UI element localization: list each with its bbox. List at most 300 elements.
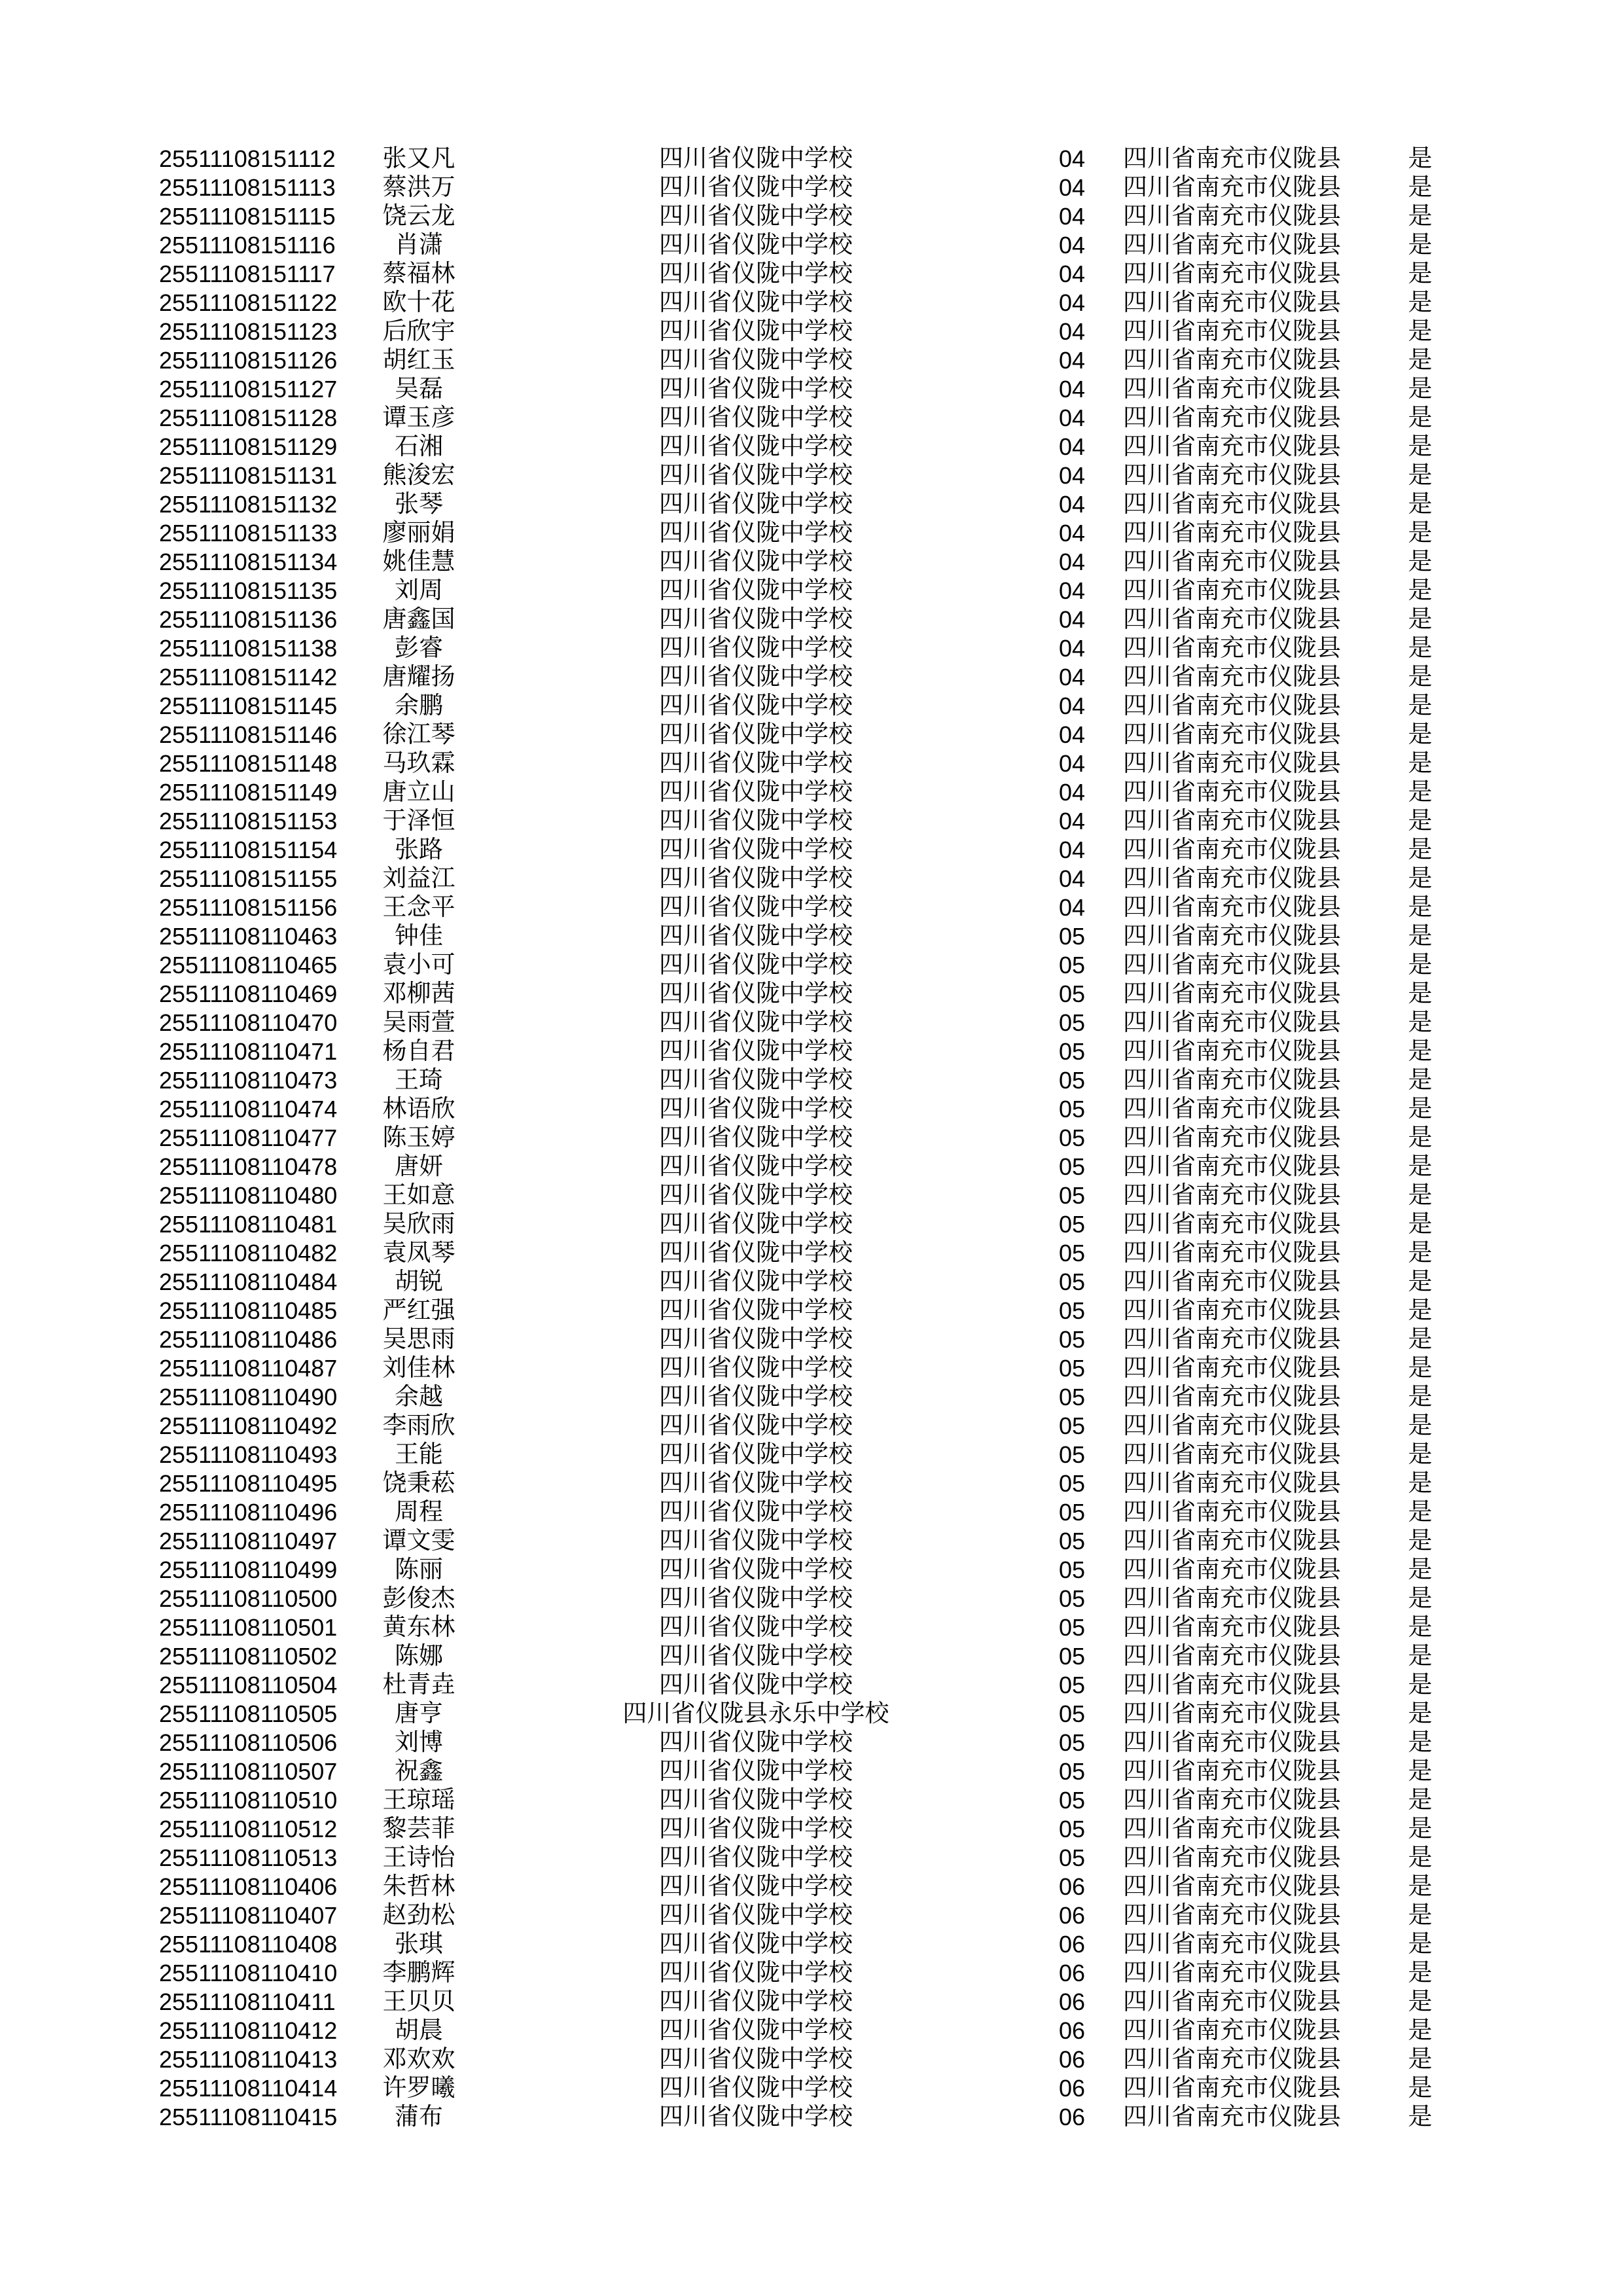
- confirm-flag-cell: 是: [1408, 1729, 1433, 1756]
- table-row: [159, 519, 1501, 548]
- table-row: [159, 1239, 1501, 1268]
- table-row: [159, 1786, 1501, 1815]
- student-name-cell: 祝鑫: [395, 1758, 443, 1785]
- student-name-cell: 马玖霖: [382, 750, 455, 777]
- student-name-cell: 饶云龙: [382, 203, 455, 230]
- district-cell: 四川省南充市仪陇县: [1123, 1873, 1341, 1900]
- table-row: [159, 1527, 1501, 1556]
- student-name-cell: 余越: [395, 1384, 443, 1410]
- district-cell: 四川省南充市仪陇县: [1123, 1412, 1341, 1439]
- district-cell: 四川省南充市仪陇县: [1123, 1096, 1341, 1122]
- exam-number-cell: 25511108151128: [159, 404, 338, 431]
- class-code-cell: 05: [1058, 1153, 1086, 1180]
- class-code-cell: 05: [1058, 1556, 1086, 1583]
- school-name-cell: 四川省仪陇中学校: [659, 520, 853, 547]
- student-name-cell: 王诗怡: [382, 1844, 455, 1871]
- exam-number-cell: 25511108151123: [159, 318, 338, 345]
- class-code-cell: 04: [1058, 520, 1086, 547]
- student-name-cell: 王贝贝: [382, 1988, 455, 2015]
- exam-number-cell: 25511108110406: [159, 1873, 338, 1900]
- school-name-cell: 四川省仪陇中学校: [659, 1326, 853, 1353]
- confirm-flag-cell: 是: [1408, 2104, 1433, 2130]
- table-row: [159, 1325, 1501, 1354]
- confirm-flag-cell: 是: [1408, 1643, 1433, 1670]
- student-name-cell: 杨自君: [382, 1038, 455, 1065]
- confirm-flag-cell: 是: [1408, 1153, 1433, 1180]
- school-name-cell: 四川省仪陇中学校: [659, 1240, 853, 1266]
- confirm-flag-cell: 是: [1408, 1528, 1433, 1554]
- table-row: [159, 1441, 1501, 1469]
- confirm-flag-cell: 是: [1408, 808, 1433, 834]
- school-name-cell: 四川省仪陇中学校: [659, 260, 853, 287]
- school-name-cell: 四川省仪陇中学校: [659, 289, 853, 316]
- confirm-flag-cell: 是: [1408, 2075, 1433, 2102]
- school-name-cell: 四川省仪陇中学校: [659, 491, 853, 518]
- exam-number-cell: 25511108110501: [159, 1614, 338, 1641]
- district-cell: 四川省南充市仪陇县: [1123, 462, 1341, 489]
- school-name-cell: 四川省仪陇中学校: [659, 1009, 853, 1036]
- district-cell: 四川省南充市仪陇县: [1123, 577, 1341, 604]
- table-row: [159, 1469, 1501, 1498]
- exam-number-cell: 25511108110482: [159, 1240, 338, 1266]
- exam-number-cell: 25511108110490: [159, 1384, 338, 1410]
- exam-number-cell: 25511108110513: [159, 1844, 338, 1871]
- exam-number-cell: 25511108151155: [159, 865, 338, 892]
- school-name-cell: 四川省仪陇中学校: [659, 1902, 853, 1929]
- school-name-cell: 四川省仪陇中学校: [659, 376, 853, 403]
- class-code-cell: 05: [1058, 1470, 1086, 1497]
- school-name-cell: 四川省仪陇中学校: [659, 1729, 853, 1756]
- table-row: [159, 836, 1501, 865]
- confirm-flag-cell: 是: [1408, 779, 1433, 806]
- exam-number-cell: 25511108110415: [159, 2104, 338, 2130]
- student-name-cell: 许罗曦: [382, 2075, 455, 2102]
- district-cell: 四川省南充市仪陇县: [1123, 2075, 1341, 2102]
- district-cell: 四川省南充市仪陇县: [1123, 1700, 1341, 1727]
- exam-number-cell: 25511108151148: [159, 750, 338, 777]
- confirm-flag-cell: 是: [1408, 1355, 1433, 1382]
- table-row: [159, 721, 1501, 749]
- district-cell: 四川省南充市仪陇县: [1123, 1211, 1341, 1238]
- confirm-flag-cell: 是: [1408, 1960, 1433, 1986]
- table-row: [159, 1354, 1501, 1383]
- confirm-flag-cell: 是: [1408, 260, 1433, 287]
- class-code-cell: 05: [1058, 1643, 1086, 1670]
- class-code-cell: 05: [1058, 1672, 1086, 1698]
- class-code-cell: 04: [1058, 635, 1086, 662]
- table-row: [159, 980, 1501, 1009]
- class-code-cell: 05: [1058, 1326, 1086, 1353]
- exam-number-cell: 25511108110411: [159, 1988, 336, 2015]
- student-name-cell: 刘周: [395, 577, 443, 604]
- table-row: [159, 2017, 1501, 2045]
- exam-number-cell: 25511108151133: [159, 520, 338, 547]
- confirm-flag-cell: 是: [1408, 1873, 1433, 1900]
- student-name-cell: 唐立山: [382, 779, 455, 806]
- school-name-cell: 四川省仪陇中学校: [659, 1211, 853, 1238]
- table-row: [159, 231, 1501, 260]
- table-row: [159, 1095, 1501, 1124]
- class-code-cell: 05: [1058, 1009, 1086, 1036]
- class-code-cell: 05: [1058, 1412, 1086, 1439]
- student-name-cell: 蒲布: [395, 2104, 443, 2130]
- confirm-flag-cell: 是: [1408, 289, 1433, 316]
- student-name-cell: 林语欣: [382, 1096, 455, 1122]
- exam-number-cell: 25511108151135: [159, 577, 338, 604]
- school-name-cell: 四川省仪陇中学校: [659, 2075, 853, 2102]
- confirm-flag-cell: 是: [1408, 923, 1433, 950]
- district-cell: 四川省南充市仪陇县: [1123, 203, 1341, 230]
- table-row: [159, 202, 1501, 231]
- confirm-flag-cell: 是: [1408, 1672, 1433, 1698]
- class-code-cell: 04: [1058, 203, 1086, 230]
- district-cell: 四川省南充市仪陇县: [1123, 1931, 1341, 1958]
- exam-number-cell: 25511108151138: [159, 635, 338, 662]
- confirm-flag-cell: 是: [1408, 1988, 1433, 2015]
- exam-number-cell: 25511108110502: [159, 1643, 338, 1670]
- school-name-cell: 四川省仪陇中学校: [659, 548, 853, 575]
- confirm-flag-cell: 是: [1408, 203, 1433, 230]
- school-name-cell: 四川省仪陇中学校: [659, 1470, 853, 1497]
- district-cell: 四川省南充市仪陇县: [1123, 1960, 1341, 1986]
- confirm-flag-cell: 是: [1408, 2017, 1433, 2044]
- class-code-cell: 04: [1058, 491, 1086, 518]
- student-name-cell: 张琪: [395, 1931, 443, 1958]
- class-code-cell: 04: [1058, 865, 1086, 892]
- student-name-cell: 李鹏辉: [382, 1960, 455, 1986]
- exam-number-cell: 25511108110463: [159, 923, 338, 950]
- table-row: [159, 1844, 1501, 1873]
- district-cell: 四川省南充市仪陇县: [1123, 1009, 1341, 1036]
- district-cell: 四川省南充市仪陇县: [1123, 433, 1341, 460]
- exam-number-cell: 25511108110496: [159, 1499, 338, 1526]
- table-row: [159, 1671, 1501, 1700]
- confirm-flag-cell: 是: [1408, 980, 1433, 1007]
- district-cell: 四川省南充市仪陇县: [1123, 1585, 1341, 1612]
- district-cell: 四川省南充市仪陇县: [1123, 1240, 1341, 1266]
- confirm-flag-cell: 是: [1408, 318, 1433, 345]
- class-code-cell: 06: [1058, 1931, 1086, 1958]
- table-row: [159, 404, 1501, 433]
- class-code-cell: 05: [1058, 1355, 1086, 1382]
- confirm-flag-cell: 是: [1408, 577, 1433, 604]
- class-code-cell: 04: [1058, 836, 1086, 863]
- class-code-cell: 04: [1058, 232, 1086, 259]
- exam-number-cell: 25511108151136: [159, 606, 338, 633]
- student-name-cell: 邓柳茜: [382, 980, 455, 1007]
- class-code-cell: 04: [1058, 894, 1086, 921]
- table-row: [159, 922, 1501, 951]
- school-name-cell: 四川省仪陇中学校: [659, 1412, 853, 1439]
- student-table: [159, 145, 1501, 2132]
- class-code-cell: 04: [1058, 808, 1086, 834]
- student-name-cell: 后欣宇: [382, 318, 455, 345]
- student-name-cell: 张路: [395, 836, 443, 863]
- student-name-cell: 王念平: [382, 894, 455, 921]
- exam-number-cell: 25511108110481: [159, 1211, 338, 1238]
- exam-number-cell: 25511108151145: [159, 692, 338, 719]
- student-name-cell: 严红强: [382, 1297, 455, 1324]
- district-cell: 四川省南充市仪陇县: [1123, 808, 1341, 834]
- exam-number-cell: 25511108110465: [159, 952, 338, 978]
- confirm-flag-cell: 是: [1408, 1240, 1433, 1266]
- confirm-flag-cell: 是: [1408, 1470, 1433, 1497]
- exam-number-cell: 25511108151115: [159, 203, 336, 230]
- class-code-cell: 04: [1058, 318, 1086, 345]
- district-cell: 四川省南充市仪陇县: [1123, 923, 1341, 950]
- school-name-cell: 四川省仪陇中学校: [659, 1153, 853, 1180]
- district-cell: 四川省南充市仪陇县: [1123, 779, 1341, 806]
- confirm-flag-cell: 是: [1408, 1009, 1433, 1036]
- exam-number-cell: 25511108110506: [159, 1729, 338, 1756]
- class-code-cell: 05: [1058, 1787, 1086, 1814]
- exam-number-cell: 25511108110408: [159, 1931, 338, 1958]
- school-name-cell: 四川省仪陇中学校: [659, 1585, 853, 1612]
- school-name-cell: 四川省仪陇中学校: [659, 836, 853, 863]
- exam-number-cell: 25511108110512: [159, 1816, 338, 1842]
- table-row: [159, 1613, 1501, 1642]
- school-name-cell: 四川省仪陇中学校: [659, 174, 853, 201]
- table-row: [159, 1729, 1501, 1757]
- confirm-flag-cell: 是: [1408, 520, 1433, 547]
- class-code-cell: 04: [1058, 548, 1086, 575]
- school-name-cell: 四川省仪陇中学校: [659, 923, 853, 950]
- student-name-cell: 朱哲林: [382, 1873, 455, 1900]
- school-name-cell: 四川省仪陇中学校: [659, 1067, 853, 1094]
- district-cell: 四川省南充市仪陇县: [1123, 520, 1341, 547]
- confirm-flag-cell: 是: [1408, 145, 1433, 172]
- student-name-cell: 姚佳慧: [382, 548, 455, 575]
- exam-number-cell: 25511108151127: [159, 376, 338, 403]
- district-cell: 四川省南充市仪陇县: [1123, 1124, 1341, 1151]
- district-cell: 四川省南充市仪陇县: [1123, 232, 1341, 259]
- district-cell: 四川省南充市仪陇县: [1123, 2104, 1341, 2130]
- district-cell: 四川省南充市仪陇县: [1123, 1902, 1341, 1929]
- class-code-cell: 04: [1058, 260, 1086, 287]
- school-name-cell: 四川省仪陇中学校: [659, 577, 853, 604]
- school-name-cell: 四川省仪陇中学校: [659, 1873, 853, 1900]
- class-code-cell: 06: [1058, 1902, 1086, 1929]
- exam-number-cell: 25511108151134: [159, 548, 338, 575]
- student-name-cell: 陈娜: [395, 1643, 443, 1670]
- district-cell: 四川省南充市仪陇县: [1123, 1614, 1341, 1641]
- school-name-cell: 四川省仪陇中学校: [659, 980, 853, 1007]
- confirm-flag-cell: 是: [1408, 1844, 1433, 1871]
- student-name-cell: 欧十花: [382, 289, 455, 316]
- class-code-cell: 05: [1058, 1585, 1086, 1612]
- class-code-cell: 04: [1058, 145, 1086, 172]
- district-cell: 四川省南充市仪陇县: [1123, 1499, 1341, 1526]
- school-name-cell: 四川省仪陇中学校: [659, 1960, 853, 1986]
- exam-number-cell: 25511108110410: [159, 1960, 338, 1986]
- student-name-cell: 吴磊: [395, 376, 443, 403]
- school-name-cell: 四川省仪陇中学校: [659, 2017, 853, 2044]
- school-name-cell: 四川省仪陇中学校: [659, 404, 853, 431]
- student-name-cell: 余鹏: [395, 692, 443, 719]
- district-cell: 四川省南充市仪陇县: [1123, 1729, 1341, 1756]
- class-code-cell: 04: [1058, 462, 1086, 489]
- student-name-cell: 吴思雨: [382, 1326, 455, 1353]
- student-name-cell: 李雨欣: [382, 1412, 455, 1439]
- table-row: [159, 807, 1501, 836]
- student-name-cell: 袁凤琴: [382, 1240, 455, 1266]
- confirm-flag-cell: 是: [1408, 836, 1433, 863]
- class-code-cell: 05: [1058, 1384, 1086, 1410]
- school-name-cell: 四川省仪陇中学校: [659, 1556, 853, 1583]
- confirm-flag-cell: 是: [1408, 1211, 1433, 1238]
- class-code-cell: 04: [1058, 664, 1086, 691]
- district-cell: 四川省南充市仪陇县: [1123, 145, 1341, 172]
- table-row: [159, 1412, 1501, 1441]
- exam-number-cell: 25511108151146: [159, 721, 338, 748]
- class-code-cell: 04: [1058, 433, 1086, 460]
- district-cell: 四川省南充市仪陇县: [1123, 1441, 1341, 1468]
- class-code-cell: 04: [1058, 347, 1086, 374]
- table-row: [159, 2103, 1501, 2132]
- class-code-cell: 05: [1058, 1441, 1086, 1468]
- student-name-cell: 谭文雯: [382, 1528, 455, 1554]
- district-cell: 四川省南充市仪陇县: [1123, 404, 1341, 431]
- table-row: [159, 317, 1501, 346]
- student-name-cell: 王琦: [395, 1067, 443, 1094]
- class-code-cell: 06: [1058, 2046, 1086, 2073]
- class-code-cell: 04: [1058, 606, 1086, 633]
- table-row: [159, 1901, 1501, 1930]
- exam-number-cell: 25511108151122: [159, 289, 338, 316]
- district-cell: 四川省南充市仪陇县: [1123, 289, 1341, 316]
- student-name-cell: 唐耀扬: [382, 664, 455, 691]
- student-name-cell: 蔡洪万: [382, 174, 455, 201]
- school-name-cell: 四川省仪陇中学校: [659, 1643, 853, 1670]
- school-name-cell: 四川省仪陇县永乐中学校: [622, 1700, 889, 1727]
- class-code-cell: 05: [1058, 1758, 1086, 1785]
- confirm-flag-cell: 是: [1408, 404, 1433, 431]
- school-name-cell: 四川省仪陇中学校: [659, 750, 853, 777]
- class-code-cell: 04: [1058, 750, 1086, 777]
- district-cell: 四川省南充市仪陇县: [1123, 1470, 1341, 1497]
- student-name-cell: 廖丽娟: [382, 520, 455, 547]
- school-name-cell: 四川省仪陇中学校: [659, 1182, 853, 1209]
- student-name-cell: 袁小可: [382, 952, 455, 978]
- confirm-flag-cell: 是: [1408, 1096, 1433, 1122]
- table-row: [159, 1037, 1501, 1066]
- exam-number-cell: 25511108151154: [159, 836, 338, 863]
- table-row: [159, 173, 1501, 202]
- school-name-cell: 四川省仪陇中学校: [659, 433, 853, 460]
- class-code-cell: 05: [1058, 952, 1086, 978]
- class-code-cell: 06: [1058, 1988, 1086, 2015]
- exam-number-cell: 25511108110499: [159, 1556, 338, 1583]
- class-code-cell: 06: [1058, 1960, 1086, 1986]
- confirm-flag-cell: 是: [1408, 1441, 1433, 1468]
- school-name-cell: 四川省仪陇中学校: [659, 1124, 853, 1151]
- exam-number-cell: 25511108110473: [159, 1067, 338, 1094]
- exam-number-cell: 25511108110412: [159, 2017, 338, 2044]
- district-cell: 四川省南充市仪陇县: [1123, 1326, 1341, 1353]
- exam-number-cell: 25511108110478: [159, 1153, 338, 1180]
- table-row: [159, 692, 1501, 721]
- student-name-cell: 谭玉彦: [382, 404, 455, 431]
- district-cell: 四川省南充市仪陇县: [1123, 376, 1341, 403]
- student-name-cell: 蔡福林: [382, 260, 455, 287]
- exam-number-cell: 25511108110487: [159, 1355, 338, 1382]
- confirm-flag-cell: 是: [1408, 1412, 1433, 1439]
- district-cell: 四川省南充市仪陇县: [1123, 1067, 1341, 1094]
- class-code-cell: 04: [1058, 404, 1086, 431]
- table-row: [159, 433, 1501, 461]
- district-cell: 四川省南充市仪陇县: [1123, 606, 1341, 633]
- exam-number-cell: 25511108110504: [159, 1672, 338, 1698]
- table-row: [159, 461, 1501, 490]
- district-cell: 四川省南充市仪陇县: [1123, 2046, 1341, 2073]
- table-row: [159, 1498, 1501, 1527]
- student-name-cell: 邓欢欢: [382, 2046, 455, 2073]
- class-code-cell: 06: [1058, 2104, 1086, 2130]
- class-code-cell: 04: [1058, 289, 1086, 316]
- class-code-cell: 05: [1058, 1182, 1086, 1209]
- confirm-flag-cell: 是: [1408, 1816, 1433, 1842]
- confirm-flag-cell: 是: [1408, 1758, 1433, 1785]
- class-code-cell: 05: [1058, 1499, 1086, 1526]
- student-name-cell: 赵劲松: [382, 1902, 455, 1929]
- exam-number-cell: 25511108110510: [159, 1787, 338, 1814]
- table-row: [159, 1959, 1501, 1988]
- table-row: [159, 865, 1501, 893]
- confirm-flag-cell: 是: [1408, 606, 1433, 633]
- confirm-flag-cell: 是: [1408, 1326, 1433, 1353]
- district-cell: 四川省南充市仪陇县: [1123, 491, 1341, 518]
- district-cell: 四川省南充市仪陇县: [1123, 1643, 1341, 1670]
- district-cell: 四川省南充市仪陇县: [1123, 1355, 1341, 1382]
- exam-number-cell: 25511108151142: [159, 664, 338, 691]
- district-cell: 四川省南充市仪陇县: [1123, 894, 1341, 921]
- exam-number-cell: 25511108110493: [159, 1441, 338, 1468]
- exam-number-cell: 25511108151153: [159, 808, 338, 834]
- school-name-cell: 四川省仪陇中学校: [659, 1268, 853, 1295]
- school-name-cell: 四川省仪陇中学校: [659, 779, 853, 806]
- district-cell: 四川省南充市仪陇县: [1123, 1816, 1341, 1842]
- exam-number-cell: 25511108151126: [159, 347, 338, 374]
- school-name-cell: 四川省仪陇中学校: [659, 232, 853, 259]
- class-code-cell: 05: [1058, 1096, 1086, 1122]
- district-cell: 四川省南充市仪陇县: [1123, 1153, 1341, 1180]
- school-name-cell: 四川省仪陇中学校: [659, 1297, 853, 1324]
- district-cell: 四川省南充市仪陇县: [1123, 1268, 1341, 1295]
- table-row: [159, 289, 1501, 317]
- table-row: [159, 346, 1501, 375]
- exam-number-cell: 25511108151112: [159, 145, 336, 172]
- table-row: [159, 2045, 1501, 2074]
- confirm-flag-cell: 是: [1408, 635, 1433, 662]
- student-name-cell: 石湘: [395, 433, 443, 460]
- student-name-cell: 徐江琴: [382, 721, 455, 748]
- exam-number-cell: 25511108110507: [159, 1758, 338, 1785]
- confirm-flag-cell: 是: [1408, 721, 1433, 748]
- class-code-cell: 05: [1058, 1297, 1086, 1324]
- exam-number-cell: 25511108110500: [159, 1585, 338, 1612]
- school-name-cell: 四川省仪陇中学校: [659, 865, 853, 892]
- class-code-cell: 05: [1058, 1124, 1086, 1151]
- district-cell: 四川省南充市仪陇县: [1123, 174, 1341, 201]
- confirm-flag-cell: 是: [1408, 1124, 1433, 1151]
- student-name-cell: 吴欣雨: [382, 1211, 455, 1238]
- exam-number-cell: 25511108110505: [159, 1700, 338, 1727]
- student-name-cell: 刘博: [395, 1729, 443, 1756]
- table-row: [159, 1268, 1501, 1297]
- district-cell: 四川省南充市仪陇县: [1123, 1787, 1341, 1814]
- district-cell: 四川省南充市仪陇县: [1123, 980, 1341, 1007]
- district-cell: 四川省南充市仪陇县: [1123, 865, 1341, 892]
